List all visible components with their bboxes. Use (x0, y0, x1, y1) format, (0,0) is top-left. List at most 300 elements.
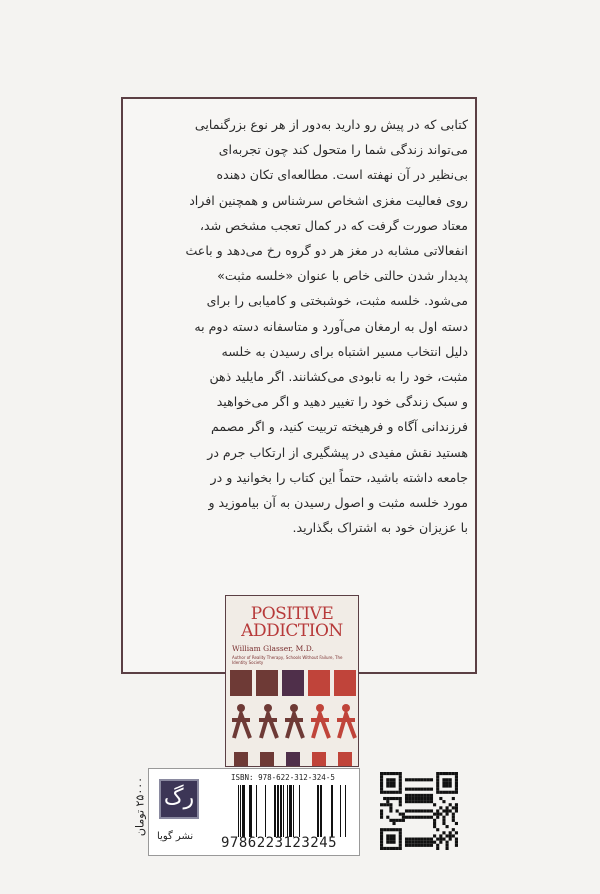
qr-module (405, 797, 408, 800)
qr-module (396, 772, 399, 775)
qr-module (389, 797, 392, 800)
qr-module (380, 828, 383, 831)
qr-module (433, 813, 436, 816)
qr-module (399, 819, 402, 822)
qr-module (386, 791, 389, 794)
qr-module (430, 841, 433, 844)
qr-module (383, 772, 386, 775)
qr-module (446, 847, 449, 850)
qr-module (442, 784, 445, 787)
qr-module (455, 841, 458, 844)
qr-module (408, 788, 411, 791)
qr-module (452, 834, 455, 837)
qr-module (380, 778, 383, 781)
qr-module (427, 788, 430, 791)
qr-module (433, 822, 436, 825)
qr-module (386, 781, 389, 784)
qr-module (449, 803, 452, 806)
qr-module (421, 800, 424, 803)
qr-module (396, 791, 399, 794)
qr-module (411, 816, 414, 819)
qr-module (442, 781, 445, 784)
qr-module (430, 844, 433, 847)
barcode-bar (280, 785, 282, 837)
qr-module (399, 772, 402, 775)
qr-module (442, 791, 445, 794)
qr-module (411, 800, 414, 803)
qr-module (386, 784, 389, 787)
qr-module (392, 781, 395, 784)
cover-title-line1: POSITIVE (250, 604, 334, 624)
qr-module (392, 791, 395, 794)
front-cover-thumbnail (225, 595, 359, 767)
qr-module (411, 809, 414, 812)
qr-module (455, 778, 458, 781)
qr-module (417, 841, 420, 844)
qr-module (452, 797, 455, 800)
blurb-line: دلیل انتخاب مسیر اشتباه برای رسیدن به خلسه (221, 343, 468, 359)
qr-module (446, 834, 449, 837)
qr-module (452, 816, 455, 819)
qr-module (424, 809, 427, 812)
qr-module (452, 772, 455, 775)
qr-module (399, 834, 402, 837)
qr-module (399, 778, 402, 781)
qr-module (446, 806, 449, 809)
qr-module (446, 841, 449, 844)
barcode-bar (287, 785, 288, 837)
qr-module (427, 794, 430, 797)
qr-module (433, 825, 436, 828)
qr-module (396, 809, 399, 812)
qr-module (392, 838, 395, 841)
blurb-line: دسته اول به ارمغان می‌آورد و متاسفانه دسته دوم به (194, 318, 468, 334)
qr-module (399, 781, 402, 784)
qr-module (427, 838, 430, 841)
qr-module (408, 844, 411, 847)
qr-module (455, 822, 458, 825)
qr-module (386, 841, 389, 844)
qr-module (442, 816, 445, 819)
qr-module (399, 800, 402, 803)
blurb-line: فرزندانی آگاه و فرهیخته تربیت کنید، و اگر مصمم (210, 419, 468, 435)
qr-module (414, 844, 417, 847)
qr-module (389, 772, 392, 775)
qr-module (380, 834, 383, 837)
qr-module (430, 800, 433, 803)
qr-module (436, 838, 439, 841)
qr-module (380, 844, 383, 847)
qr-module (427, 797, 430, 800)
qr-module (449, 784, 452, 787)
qr-module (430, 816, 433, 819)
qr-module (446, 778, 449, 781)
blurb-line: پدیدار شدن حالتی خاص با عنوان «خلسه مثبت» (217, 268, 468, 284)
qr-module (436, 813, 439, 816)
qr-module (380, 772, 383, 775)
qr-module (436, 778, 439, 781)
qr-module (414, 788, 417, 791)
qr-module (399, 797, 402, 800)
qr-module (446, 809, 449, 812)
qr-module (389, 781, 392, 784)
qr-module (421, 844, 424, 847)
qr-module (421, 794, 424, 797)
qr-module (389, 803, 392, 806)
qr-module (442, 831, 445, 834)
cover-illustration (226, 668, 359, 767)
qr-module (439, 772, 442, 775)
qr-module (386, 772, 389, 775)
qr-module (421, 797, 424, 800)
qr-module (411, 841, 414, 844)
qr-module (436, 788, 439, 791)
qr-module (449, 791, 452, 794)
qr-module (389, 791, 392, 794)
qr-module (408, 809, 411, 812)
qr-module (430, 778, 433, 781)
qr-module (430, 794, 433, 797)
qr-module (402, 816, 405, 819)
qr-module (389, 838, 392, 841)
qr-module (417, 797, 420, 800)
qr-module (455, 838, 458, 841)
qr-module (405, 838, 408, 841)
blurb-line: می‌تواند زندگی شما را متحول کند چون تجربه‌ای (218, 142, 468, 158)
qr-module (399, 828, 402, 831)
cover-title-line2: ADDICTION (241, 621, 343, 641)
qr-module (414, 778, 417, 781)
blurb-line: با عزیزان خود به اشتراک بگذارید. (292, 520, 468, 536)
barcode-bar (293, 785, 294, 837)
qr-module (380, 775, 383, 778)
qr-module (436, 775, 439, 778)
qr-module (427, 809, 430, 812)
isbn-text: ISBN: 978-622-312-324-5 (231, 773, 335, 782)
qr-module (383, 797, 386, 800)
qr-module (449, 838, 452, 841)
qr-module (380, 809, 383, 812)
qr-module (421, 788, 424, 791)
qr-module (446, 772, 449, 775)
barcode-bar (317, 785, 319, 837)
qr-module (408, 816, 411, 819)
qr-module (386, 816, 389, 819)
qr-module (446, 781, 449, 784)
qr-module (433, 841, 436, 844)
qr-module (455, 809, 458, 812)
qr-module (411, 844, 414, 847)
qr-module (424, 841, 427, 844)
qr-module (455, 772, 458, 775)
qr-module (380, 791, 383, 794)
qr-module (414, 816, 417, 819)
barcode-bar (283, 785, 284, 837)
qr-module (427, 816, 430, 819)
blurb-line: هستید نقش مفیدی در پیشگیری از ارتکاب جرم در (207, 444, 468, 460)
qr-module (408, 841, 411, 844)
qr-module (408, 800, 411, 803)
qr-module (439, 834, 442, 837)
qr-module (436, 816, 439, 819)
qr-module (436, 784, 439, 787)
qr-module (411, 797, 414, 800)
blurb-line: می‌شود. خلسه مثبت، خوشبختی و کامیابی را برای (206, 293, 468, 309)
qr-module (427, 841, 430, 844)
qr-module (442, 809, 445, 812)
qr-module (392, 772, 395, 775)
qr-module (446, 813, 449, 816)
barcode-bar (320, 785, 322, 837)
qr-module (442, 772, 445, 775)
qr-module (380, 816, 383, 819)
qr-module (389, 828, 392, 831)
qr-module (417, 844, 420, 847)
qr-module (380, 831, 383, 834)
publisher-name: نشر گویا (157, 831, 194, 842)
qr-module (411, 838, 414, 841)
qr-module (455, 775, 458, 778)
qr-module (424, 788, 427, 791)
qr-module (402, 813, 405, 816)
qr-module (389, 834, 392, 837)
qr-module (396, 828, 399, 831)
qr-module (439, 797, 442, 800)
qr-module (389, 806, 392, 809)
qr-module (455, 806, 458, 809)
qr-module (439, 813, 442, 816)
qr-module (455, 788, 458, 791)
qr-module (430, 838, 433, 841)
qr-module (449, 834, 452, 837)
qr-module (424, 816, 427, 819)
barcode-bar (240, 785, 241, 837)
qr-module (452, 813, 455, 816)
qr-module (417, 794, 420, 797)
qr-module (399, 831, 402, 834)
blurb-line: معتاد صورت گرفت که در کمال تعجب مشخص شد، (199, 217, 468, 233)
qr-module (408, 778, 411, 781)
barcode-bar (289, 785, 292, 837)
qr-module (389, 847, 392, 850)
qr-module (392, 797, 395, 800)
qr-module (399, 841, 402, 844)
qr-module (421, 778, 424, 781)
qr-module (405, 778, 408, 781)
cover-subtitle: Author of Reality Therapy, Schools Without Failure, The Identity Society (232, 655, 343, 665)
qr-module (436, 847, 439, 850)
qr-module (399, 847, 402, 850)
qr-module (396, 819, 399, 822)
qr-module (389, 841, 392, 844)
qr-module (424, 838, 427, 841)
qr-module (380, 813, 383, 816)
qr-module (411, 788, 414, 791)
barcode-bar (345, 785, 346, 837)
qr-module (414, 809, 417, 812)
qr-module (424, 778, 427, 781)
qr-module (386, 828, 389, 831)
qr-module (449, 831, 452, 834)
qr-module (392, 778, 395, 781)
runner-figures (230, 670, 356, 766)
qr-module (386, 834, 389, 837)
qr-module (380, 788, 383, 791)
qr-module (405, 844, 408, 847)
qr-module (427, 778, 430, 781)
qr-module (414, 794, 417, 797)
qr-module (452, 819, 455, 822)
qr-module (433, 819, 436, 822)
qr-module (452, 806, 455, 809)
qr-module (399, 838, 402, 841)
qr-module (417, 778, 420, 781)
barcode-bar (277, 785, 279, 837)
qr-module (417, 800, 420, 803)
qr-module (389, 778, 392, 781)
qr-module (449, 781, 452, 784)
qr-module (386, 803, 389, 806)
blurb-line: جامعه داشته باشید، حتماً این کتاب را بخوانید و در (210, 469, 468, 485)
blurb-line: مورد خلسه مثبت و اصول رسیدن به آن بیاموزید و (208, 495, 468, 511)
qr-module (392, 819, 395, 822)
qr-module (408, 797, 411, 800)
qr-module (421, 838, 424, 841)
qr-module (417, 809, 420, 812)
qr-module (430, 797, 433, 800)
qr-module (399, 844, 402, 847)
qr-module (389, 819, 392, 822)
qr-module (424, 794, 427, 797)
qr-module (455, 803, 458, 806)
qr-module (430, 788, 433, 791)
qr-module (399, 775, 402, 778)
qr-module (386, 838, 389, 841)
qr-module (411, 794, 414, 797)
barcode-panel (148, 768, 360, 856)
qr-module (405, 800, 408, 803)
qr-module (414, 841, 417, 844)
qr-module (399, 788, 402, 791)
qr-module (427, 800, 430, 803)
qr-module (417, 788, 420, 791)
qr-module (383, 803, 386, 806)
barcode-bar (238, 785, 239, 837)
qr-module (442, 822, 445, 825)
qr-module (446, 791, 449, 794)
qr-module (449, 778, 452, 781)
qr-module (455, 844, 458, 847)
blurb-line: انفعالاتی مشابه در مغز هر دو گروه رخ می‌دهد و باعث (185, 243, 468, 259)
barcode-bar (265, 785, 266, 837)
qr-module (421, 841, 424, 844)
qr-module (436, 809, 439, 812)
qr-module (405, 816, 408, 819)
barcode (235, 785, 355, 837)
qr-module (380, 784, 383, 787)
qr-code (380, 772, 458, 850)
qr-module (436, 791, 439, 794)
barcode-bar (299, 785, 300, 837)
qr-module (442, 819, 445, 822)
qr-module (380, 838, 383, 841)
qr-module (389, 784, 392, 787)
qr-module (392, 841, 395, 844)
qr-module (433, 834, 436, 837)
qr-module (399, 813, 402, 816)
qr-module (452, 791, 455, 794)
qr-module (433, 803, 436, 806)
qr-module (455, 781, 458, 784)
qr-module (392, 828, 395, 831)
qr-module (421, 809, 424, 812)
price-label: ۲۵۰۰۰ تومان (133, 776, 147, 837)
qr-module (455, 784, 458, 787)
qr-module (442, 778, 445, 781)
qr-module (383, 791, 386, 794)
qr-module (449, 772, 452, 775)
qr-module (417, 838, 420, 841)
qr-module (399, 791, 402, 794)
qr-module (455, 791, 458, 794)
qr-module (392, 784, 395, 787)
barcode-bar (256, 785, 257, 837)
qr-module (436, 844, 439, 847)
qr-module (386, 847, 389, 850)
qr-module (446, 844, 449, 847)
qr-module (392, 834, 395, 837)
publisher-logo (159, 779, 199, 819)
qr-module (405, 809, 408, 812)
blurb-line: و سبک زندگی خود را تغییر دهید و اگر می‌خواهید (216, 394, 468, 410)
qr-module (386, 778, 389, 781)
qr-module (417, 816, 420, 819)
publisher-logo-glyph: رگ (163, 785, 195, 810)
qr-module (386, 797, 389, 800)
qr-module (405, 794, 408, 797)
qr-module (439, 841, 442, 844)
qr-module (421, 816, 424, 819)
qr-module (392, 822, 395, 825)
qr-module (405, 841, 408, 844)
qr-module (424, 844, 427, 847)
qr-module (427, 844, 430, 847)
qr-module (430, 809, 433, 812)
qr-module (424, 800, 427, 803)
qr-module (442, 800, 445, 803)
blurb-line: کتابی که در پیش رو دارید به‌دور از هر نوع بزرگنمایی (194, 117, 468, 132)
qr-module (380, 841, 383, 844)
qr-module (396, 847, 399, 850)
barcode-bar (249, 785, 252, 837)
qr-module (399, 784, 402, 787)
qr-module (436, 828, 439, 831)
qr-module (424, 797, 427, 800)
blurb-line: مثبت، خود را به نابودی می‌کشانند. اگر مایلید ذهن (209, 369, 468, 385)
qr-module (402, 819, 405, 822)
qr-module (455, 831, 458, 834)
qr-module (414, 838, 417, 841)
qr-module (442, 838, 445, 841)
qr-module (411, 778, 414, 781)
qr-module (439, 791, 442, 794)
qr-module (389, 809, 392, 812)
barcode-bar (274, 785, 276, 837)
qr-module (405, 788, 408, 791)
qr-module (408, 794, 411, 797)
qr-module (449, 809, 452, 812)
qr-module (383, 847, 386, 850)
